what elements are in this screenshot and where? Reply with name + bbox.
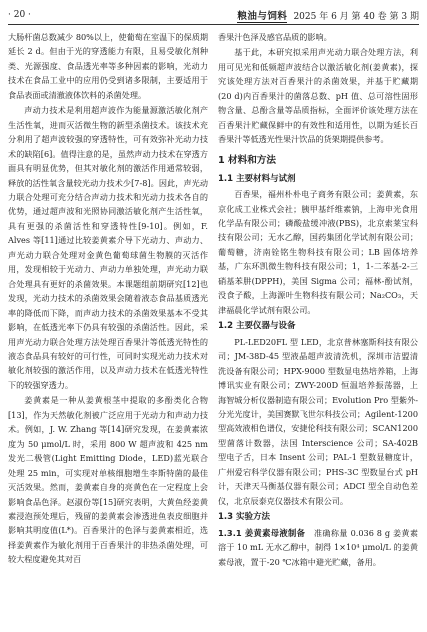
run-in-text: 准确称量 0.036 8 g 姜黄素溶于 10 mL 无水乙醇中，制得 1×10⁴ μmol/L 的姜黄素母液，置于-20 ℃冰箱中避光贮藏，备用。 — [218, 527, 418, 567]
body-paragraph: 基于此，本研究拟采用声光动力联合处理方法，利用可见光和低频超声波结合以激活敏化剂(姜黄素)，探究该处理方法对百香果汁的杀菌效果，并基于贮藏期(20 d)内百香果汁的菌落总数、pH 值、总可溶性固形物含量、总酚含量等品质指标，全面评价该处理方法在百香果汁贮藏保鲜中的有效性和适用性，以期为延长百香果汁等低透光性果汁饮品的货架期提供参考。 — [218, 47, 418, 145]
subsection-heading: 1.2 主要仪器与设备 — [218, 321, 296, 332]
right-column — [218, 30, 418, 626]
body-paragraph: 姜黄素是一种从姜黄根茎中提取的多酚类化合物[13]，作为天然敏化剂被广泛应用于光动力和声动力技术。例如，J. W. Zhang 等[14]研究发现，在姜黄素浓度为 50 μmol/L 时，采用 800 W 超声波和 425 nm 发光二极管(Light Emitting Diode，LED)蓝光联合处理 25 min，可实现对单核细胞增生李斯特菌的最佳灭活效果。然而，姜黄素自身的亮黄色在一定程度上会影响食品色泽。赵淑份等[15]研究表明，大黄鱼经姜黄素浸泡预处理后，残留的姜黄素会渗透进鱼表皮细胞并影响其明度值(L*)。百香果汁的色泽与姜黄素相近，选择姜黄素作为敏化剂用于百香果汁的非热杀菌处理，可较大程度避免其对百 — [8, 395, 208, 565]
section-heading: 1 材料和方法 — [218, 154, 276, 166]
body-paragraph: PL-LED20FL 型 LED，北京普林塞斯科技有限公司；JM-38D-45 型液晶超声波清洗机，深圳市洁盟清洗设备有限公司；HPX-9000 型数显电热培养箱，上海博讯实业有限公司；ZWY-200D 恒温培养振荡器，上海智城分析仪器制造有限公司；Evolution Pro 型紫外-分光光度计，美国赛默飞世尔科技公司；Agilent-1200 型高效液相色谱仪，安捷伦科技有限公司；SCAN1200 型菌落计数器，法国 Interscience 公司；SA-402B 型电子舌，日本 Insent 公司；PAL-1 型数显糖度计，广州爱宕科学仪器有限公司；PHS-3C 型数显台式 pH 计，天津天马衡基仪器有限公司；ADCI 型全自动色差仪，北京辰泰克仪器技术有限公司。 — [218, 336, 418, 506]
subsection-heading: 1.3 实验方法 — [218, 512, 271, 523]
page-header — [8, 6, 419, 25]
run-in-heading: 1.3.1 姜黄素母液制备 — [218, 527, 306, 538]
body-paragraph: 大肠杆菌总数减少 80%以上，使葡萄在室温下的保质期延长 2 d。但由于光的穿透能力有限，且易受敏化剂种类、光源强度、食品透光率等多种因素的影响，光动力技术在食品工业中的应用仍受到诸多限制，主要适用于食品表面或清澈液体饮料的杀菌处理。 — [8, 32, 208, 100]
body-paragraph: 百香果，福州朴朴电子商务有限公司；姜黄素，东京化成工业株式会社；胰甲基纤维素钠，上海申光食用化学品有限公司；磷酸盐缓冲液(PBS)，北京索莱宝科技有限公司；无水乙醇，国药集团化学试剂有限公司；葡萄糖，济南铨铭生物科技有限公司；LB 固体培养基，广东环凯微生物科技有限公司；1，1-二苯基-2-三硝基苯肼(DPPH)，美国 Sigma 公司；福林-酚试剂，没食子酸，上海源叶生物科技有限公司；Na₂CO₃，天津福晨化学试剂有限公司。 — [218, 189, 418, 315]
subsection-heading: 1.1 主要材料与试剂 — [218, 173, 296, 184]
page-number: · 20 · — [8, 10, 31, 20]
two-column-body — [8, 30, 419, 626]
journal-logo: 粮油与饲料 — [237, 8, 287, 23]
body-paragraph-with-run-in-heading — [218, 526, 418, 569]
journal-issue: 2025 年 6 月 第 40 卷 第 3 期 — [293, 11, 419, 22]
header-right — [237, 8, 419, 23]
left-column — [8, 30, 208, 626]
body-paragraph: 香果汁色泽及感官品质的影响。 — [218, 32, 332, 42]
body-paragraph: 声动力技术是利用超声波作为能量源激活敏化剂产生活性氧，进而灭活微生物的新型杀菌技术。该技术充分利用了超声波较强的穿透特性，可有效弥补光动力技术的缺陷[6]。值得注意的是，虽然声动力技术在穿透方面具有明显优势，但其对敏化剂的激活作用通常较弱，释放的活性氧含量较光动力技术少[7-8]。因此，声光动力联合处理可充分结合声动力技术和光动力技术各自的优势，通过超声波和光照协同激活敏化剂产生活性氧，具有更强的杀菌活性和穿透特性[9-10]。例如，F. Alves 等[11]通过比较姜黄素介导下光动力、声动力、声光动力联合处理对金黄色葡萄球菌生物膜的灭活作用，发现相较于光动力、声动力单独处理，声光动力联合处理具有更好的杀菌效果。本课题组前期研究[12]也发现，光动力技术的杀菌效果会随着液态食品基质透光率的降低而下降，而声动力技术的杀菌效果基本不受其影响，在低透光率下仍具有较强的杀菌活性。因此，采用声光动力联合处理方法处理百香果汁等低透光特性的液态食品具有较好的可行性，可同时实现光动力技术对敏化剂较强的激活作用，以及声动力技术在低透光特性下的较强穿透力。 — [8, 105, 208, 390]
